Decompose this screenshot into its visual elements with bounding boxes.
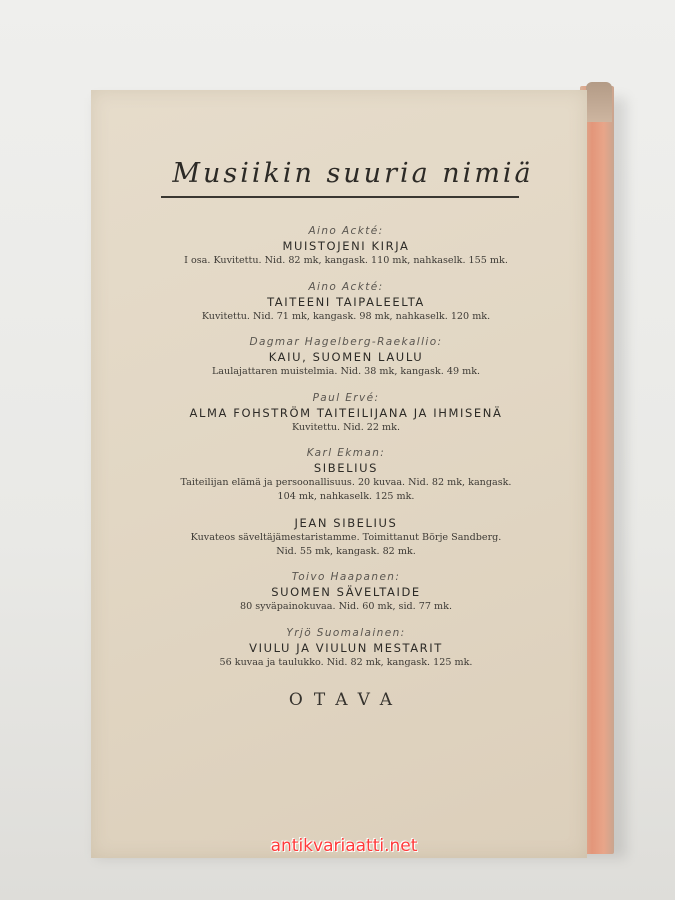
- publisher-name: OTAVA: [288, 690, 404, 710]
- entry-author: Aino Ackté:: [308, 225, 384, 237]
- list-item: [151, 224, 541, 268]
- entry-author: Aino Ackté:: [308, 280, 384, 293]
- spine-top-edge: [586, 82, 612, 122]
- entry-title: VIULU JA VIULUN MESTARIT: [249, 640, 443, 655]
- entry-details: 56 kuvaa ja taulukko. Nid. 82 mk, kangask. 125 mk.: [219, 656, 473, 668]
- entry-title: JEAN SIBELIUS: [294, 516, 398, 530]
- book-back-cover: [91, 90, 587, 858]
- entry-details: Kuvitettu. Nid. 71 mk, kangask. 98 mk, nahkaselk. 120 mk.: [201, 310, 491, 322]
- entry-title: SIBELIUS: [313, 461, 379, 475]
- entry-details: Kuvateos säveltäjämestaristamme. Toimittanut Börje Sandberg. Nid. 55 mk, kangask. 82 mk.: [190, 532, 502, 557]
- list-item: [151, 280, 541, 324]
- entry-title: TAITEENI TAIPALEELTA: [267, 294, 425, 309]
- entry-details: 80 syväpainokuvaa. Nid. 60 mk, sid. 77 mk.: [240, 601, 452, 612]
- entry-details: Laulajattaren muistelmia. Nid. 38 mk, kangask. 49 mk.: [211, 366, 481, 377]
- entry-title: MUISTOJENI KIRJA: [282, 239, 410, 253]
- entry-author: Yrjö Suomalainen:: [286, 626, 406, 639]
- cover-title: Musiikin suuria nimiä: [172, 158, 534, 189]
- entry-author: Toivo Haapanen:: [291, 571, 401, 583]
- entry-author: Karl Ekman:: [306, 447, 386, 459]
- entry-title: ALMA FOHSTRÖM TAITEILIJANA JA IHMISENÄ: [189, 405, 503, 420]
- list-item: [151, 626, 541, 670]
- entry-title: SUOMEN SÄVELTAIDE: [271, 585, 421, 599]
- entry-details: Taiteilijan elämä ja persoonallisuus. 20 kuvaa. Nid. 82 mk, kangask. 104 mk, nahkaselk. 125 mk.: [180, 477, 512, 502]
- list-item: [151, 446, 541, 503]
- list-item: [151, 515, 541, 558]
- watermark: antikvariaatti.net: [270, 836, 418, 856]
- book-list: [151, 224, 541, 681]
- entry-author: Dagmar Hagelberg-Raekallio:: [249, 336, 443, 348]
- list-item: [151, 391, 541, 435]
- title-underline: [161, 196, 519, 198]
- entry-details: Kuvitettu. Nid. 22 mk.: [291, 421, 401, 433]
- list-item: [151, 570, 541, 614]
- list-item: [151, 335, 541, 379]
- entry-details: I osa. Kuvitettu. Nid. 82 mk, kangask. 110 mk, nahkaselk. 155 mk.: [184, 255, 508, 266]
- entry-author: Paul Ervé:: [312, 391, 380, 404]
- entry-title: KAIU, SUOMEN LAULU: [268, 350, 424, 364]
